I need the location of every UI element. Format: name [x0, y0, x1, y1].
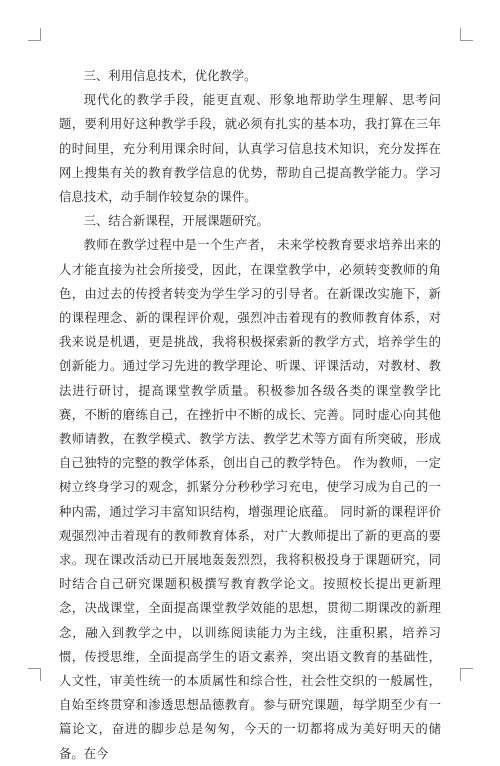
crop-mark-bottom-right — [460, 668, 473, 681]
crop-mark-top-right — [460, 28, 473, 41]
paragraph-info-tech: 现代化的教学手段，能更直观、形象地帮助学生理解、思考问题，要利用好这种教学手段，就必须有扎实的基本功，我打算在三年的时间里，充分利用课余时间，认真学习信息技术知识，充分发挥在网上搜集有关的教育教学信息的优势，帮助自己提高教学能力。学习信息技术，动手制作较复杂的课件。 — [59, 93, 441, 205]
paragraph-research: 教师在教学过程中是一个生产者， 未来学校教育要求培养出来的人才能直接为社会所接受，因此，在课堂教学中，必须转变教师的角色，由过去的传授者转变为学生学习的引导者。在新课改实施下，新的课程理念、新的课程评价观，强烈冲击着现有的教师教育体系，对我来说是机遇，更是挑战，我将积极探索新的教学方式，培养学生的创新能力。通过学习先进的教学理论、听课、评课活动，对教材、教法进行研讨，提高课堂教学质量。积极参加各级各类的课堂教学比赛，不断的磨练自己，在挫折中不断的成长、完善。同时虚心向其他教师请教，在教学模式、教学方法、教学艺术等方面有所突破，形成自己独特的完整的教学体系，创出自己的教学特色。 作为教师，一定树立终身学习的观念，抓紧分分秒秒学习充电，使学习成为自己的一种内需，通过学习丰富知识结构，增强理论底蕴。 同时新的课程评价观强烈冲击着现有的教师教育体系，对广大教师提出了新的更高的要求。现在课改活动已开展地轰轰烈烈，我将积极投身于课题研究，同时结合自己研究课题积极撰写教育教学论文。按照校长提出更新理念，决战课堂，全面提高课堂教学效能的思想，贯彻二期课改的新理念，融入到教学之中，以训练阅读能力为主线，注重积累，培养习惯，传授思维，全面提高学生的语文素养，突出语文教育的基础性，人文性，审美性统一的本质属性和综合性，社会性交织的一般属性，自始至终贯穿和渗透思想品德教育。参与研究课题，每学期至少有一篇论文，奋进的脚步总是匆匆，今天的一切都将成为美好明天的储备。在今 — [59, 238, 441, 761]
crop-mark-top-left — [28, 28, 41, 41]
section-heading-research: 三、结合新课程，开展课题研究。 — [83, 214, 269, 229]
section-heading-3: 三、利用信息技术，优化教学。 — [83, 69, 257, 83]
document-body — [59, 64, 441, 766]
crop-mark-bottom-left — [28, 668, 41, 681]
